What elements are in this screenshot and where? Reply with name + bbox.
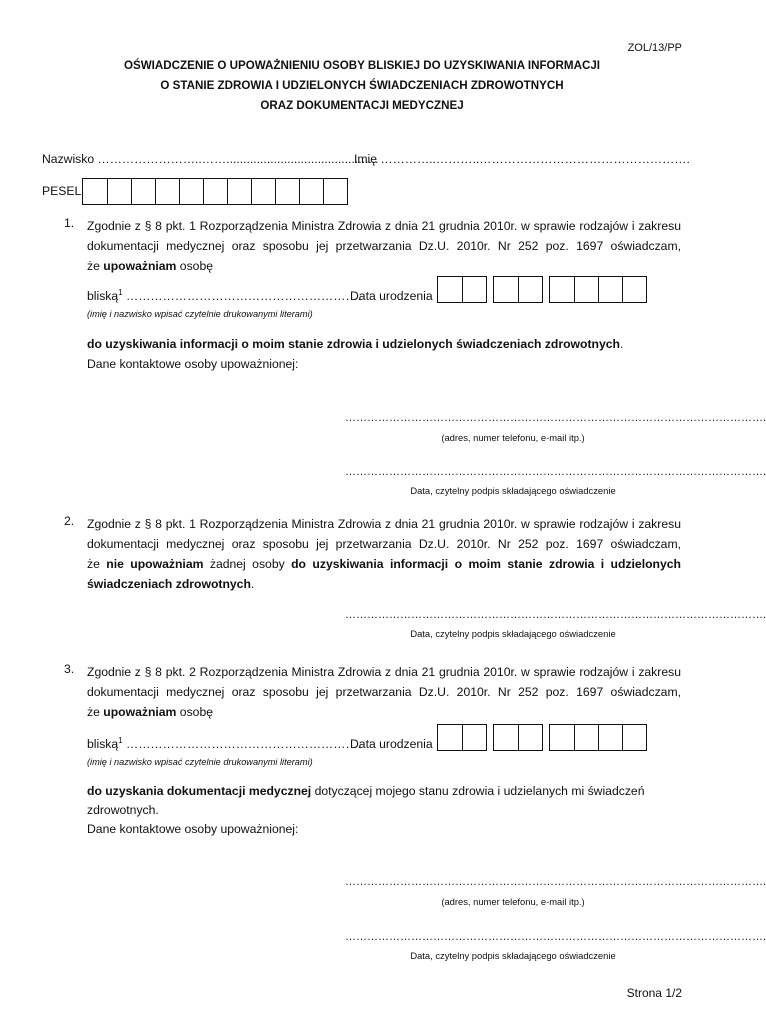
section-3-contact-line[interactable]: …………………………………………………………………………………………………….	[345, 876, 766, 888]
month-boxes[interactable]	[493, 724, 543, 751]
section-3-date-label: Data urodzenia	[350, 737, 433, 751]
day-boxes[interactable]	[437, 276, 487, 303]
section-3-hint: (imię i nazwisko wpisać czytelnie drukowanymi literami)	[87, 757, 313, 767]
title-line-2: O STANIE ZDROWIA I UDZIELONYCH ŚWIADCZENIACH ZDROWOTNYCH	[160, 79, 564, 92]
day-boxes[interactable]	[437, 724, 487, 751]
section-1-birth-date-boxes[interactable]	[437, 276, 647, 303]
title-line-1: OŚWIADCZENIE O UPOWAŻNIENIU OSOBY BLISKIEJ DO UZYSKIWANIA INFORMACJI	[123, 59, 601, 72]
year-boxes[interactable]	[549, 724, 647, 751]
surname-field[interactable]: Nazwisko ……………………..…….............................................	[42, 152, 379, 166]
section-1-text: Zgodnie z § 8 pkt. 1 Rozporządzenia Ministra Zdrowia z dnia 21 grudnia 2010r. w sprawie rodzajów i zakresu dokumentacji medycznej oraz sposobu jej przetwarzania Dz.U. 2010r. Nr 252 poz. 1697 oświadczam, że upoważniam osobę	[87, 219, 681, 273]
document-code: ZOL/13/PP	[627, 42, 682, 54]
section-1-person-field[interactable]: bliską$^1$ ………………………………………………….	[87, 288, 361, 304]
section-1-scope: do uzyskiwania informacji o moim stanie zdrowia i udzielonych świadczeniach zdrowotnych.	[87, 337, 624, 351]
month-boxes[interactable]	[493, 276, 543, 303]
section-3-person-field[interactable]: bliską$^1$ ………………………………………………….	[87, 736, 361, 752]
section-3-scope-line-2: zdrowotnych.	[87, 803, 159, 817]
section-2-signature-line[interactable]: …………………………………………………………………………………………………….	[345, 609, 766, 621]
section-1-contact-label: Dane kontaktowe osoby upoważnionej:	[87, 357, 299, 371]
section-3-number: 3.	[64, 662, 75, 676]
section-1-date-label: Data urodzenia	[350, 289, 433, 303]
section-3-signature-caption: Data, czytelny podpis składającego oświadczenie	[410, 950, 616, 961]
section-3-text: Zgodnie z § 8 pkt. 2 Rozporządzenia Ministra Zdrowia z dnia 21 grudnia 2010r. w sprawie rodzajów i zakresu dokumentacji medycznej oraz sposobu jej przetwarzania Dz.U. 2010r. Nr 252 poz. 1697 oświadczam, że upoważniam osobę	[87, 665, 681, 719]
section-2-text: Zgodnie z § 8 pkt. 1 Rozporządzenia Ministra Zdrowia z dnia 21 grudnia 2010r. w sprawie rodzajów i zakresu dokumentacji medycznej oraz sposobu jej przetwarzania Dz.U. 2010r. Nr 252 poz. 1697 oświadczam, że nie upoważniam żadnej osoby do uzyskiwania informacji o moim stanie zdrowia i udzielonych świadczeniach zdrowotnych.	[87, 517, 681, 591]
section-1-signature-caption: Data, czytelny podpis składającego oświadczenie	[410, 485, 616, 496]
title-line-3: ORAZ DOKUMENTACJI MEDYCZNEJ	[260, 99, 464, 112]
section-1-signature-line[interactable]: …………………………………………………………………………………………………….	[345, 466, 766, 478]
section-1-number: 1.	[64, 216, 75, 230]
page-number: Strona 1/2	[626, 986, 682, 1000]
section-3-contact-caption: (adres, numer telefonu, e-mail itp.)	[441, 896, 585, 907]
document-title	[0, 56, 724, 116]
section-3-birth-date-boxes[interactable]	[437, 724, 647, 751]
section-3-signature-line[interactable]: …………………………………………………………………………………………………….	[345, 931, 766, 943]
pesel-boxes[interactable]	[82, 178, 348, 205]
first-name-field[interactable]: Imię …………..………..…………………………………………….	[354, 152, 690, 166]
section-1-contact-line[interactable]: …………………………………………………………………………………………………….	[345, 412, 766, 424]
section-2-signature-caption: Data, czytelny podpis składającego oświadczenie	[410, 628, 616, 639]
section-2-number: 2.	[64, 514, 75, 528]
section-3-scope: do uzyskania dokumentacji medycznej dotyczącej mojego stanu zdrowia i udzielanych mi świadczeń	[87, 784, 645, 798]
section-1-contact-caption: (adres, numer telefonu, e-mail itp.)	[441, 432, 585, 443]
section-3-contact-label: Dane kontaktowe osoby upoważnionej:	[87, 822, 299, 836]
year-boxes[interactable]	[549, 276, 647, 303]
pesel-label: PESEL	[42, 184, 82, 198]
section-1-hint: (imię i nazwisko wpisać czytelnie drukowanymi literami)	[87, 309, 313, 319]
